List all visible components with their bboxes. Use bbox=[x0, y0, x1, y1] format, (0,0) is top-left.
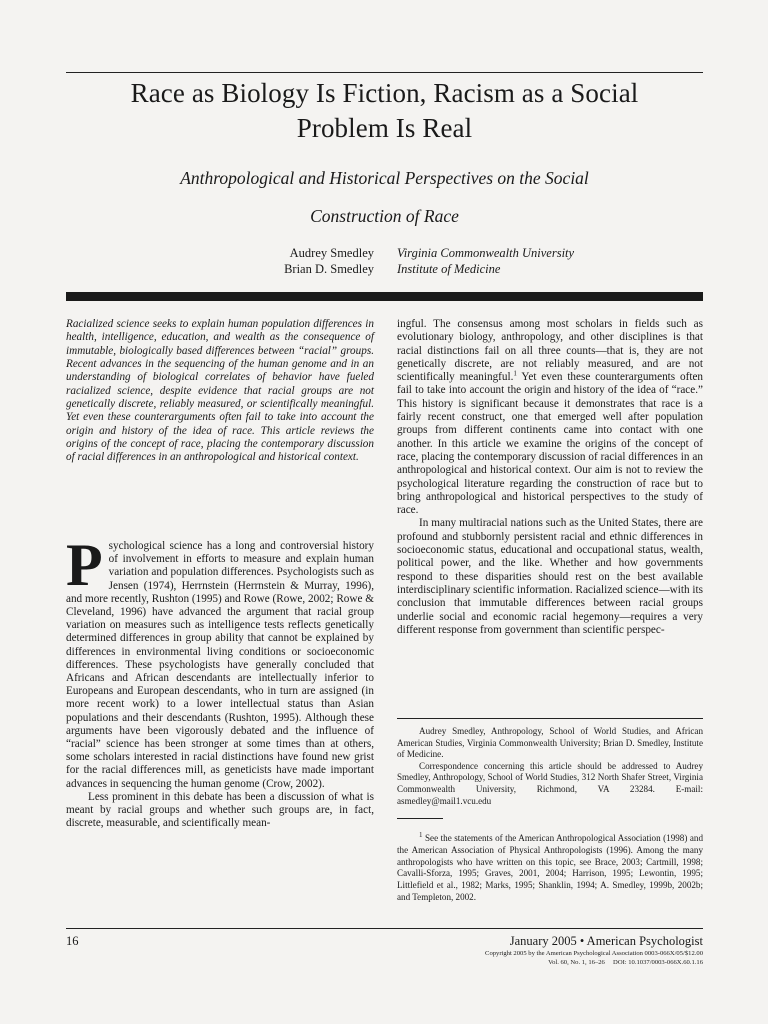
author-names bbox=[200, 246, 374, 277]
footnote-ref[interactable]: 1 bbox=[513, 369, 517, 378]
header-divider-bar bbox=[66, 292, 703, 301]
footnote-mark: 1 bbox=[419, 831, 423, 840]
footnote bbox=[397, 824, 703, 912]
body-column-left bbox=[66, 532, 374, 830]
body-paragraph: Less prominent in this debate has been a discussion of what is meant by racial groups and whether such groups are, in fact, discrete, measurable, and scientifically mean- bbox=[66, 790, 374, 830]
body-paragraph bbox=[66, 532, 374, 791]
footnote-rule bbox=[397, 818, 443, 819]
copyright-block bbox=[303, 950, 703, 967]
page-number: 16 bbox=[66, 934, 79, 948]
volume-doi-line: Vol. 60, No. 1, 16–26 DOI: 10.1037/0003-066X.60.1.16 bbox=[548, 958, 703, 966]
paragraph-text: ingful. The consensus among most scholars in fields such as evolutionary biology, anthropology, and other disciplines is that racial distinctions fail on all three counts—that is, they are not genetically discrete, are not reliably measured, and are not scientifically meaningful. bbox=[397, 318, 703, 384]
article-subtitle bbox=[66, 159, 703, 235]
author-affiliation: Virginia Commonwealth University bbox=[397, 246, 575, 260]
author-note-affiliations: Audrey Smedley, Anthropology, School of World Studies, and African American Studies, Virginia Commonwealth University; Brian D. Smedley, Institute of Medicine. bbox=[397, 726, 703, 760]
author-affiliation: Institute of Medicine bbox=[397, 261, 501, 276]
title-line-2: Problem Is Real bbox=[296, 113, 473, 143]
paragraph-text: sychological science has a long and controversial history of involvement in efforts to measure and explain human variation and population differences. Psychologists such as Jensen (1974), Herrnstein (Herrnstein & Murray, 1996), and more recently, Rushton (1995) and Rowe (Rowe, 2002; Rowe & Cleveland, 1996) have advanced the argument that racial group variation on measures such as intelligence tests reflects genetically determined differences in group ability that cannot be explained by differences in environmental living conditions or socioeconomic differences. These psychologists have generally concluded that Africans and African descendants are intellectually inferior to Europeans and European descendants, who in turn are assigned (in more recent work) to a lower intellectual status than Asian populations and their descendants (Rushton, 1995). Although these arguments have been vigorously debated and the influence of “racial” science has been stronger at some times than at others, some scholars interested in racial distinctions have found new grist for the racial differences mill, as geneticists have made important advances in sequencing the human genome (Crow, 2002). bbox=[66, 540, 374, 790]
title-line-1: Race as Biology Is Fiction, Racism as a Social bbox=[130, 78, 639, 108]
top-rule bbox=[66, 72, 703, 73]
journal-issue: January 2005 • American Psychologist bbox=[509, 934, 703, 948]
author-name: Audrey Smedley bbox=[289, 246, 374, 260]
footnote-text bbox=[397, 833, 703, 903]
footnote-body: See the statements of the American Anthropological Association (1998) and the American Association of Physical Anthropologists (1996). Among the many anthropologists who have written on this topic, see Brace, 2003; Cartmill, 1998; Cavalli-Sforza, 1995; Graves, 2001, 2004; Harrison, 1995; Lewontin, 1995; Littlefield et al., 1982; Marks, 1995; Shanklin, 1994; A. Smedley, 1999b, 2002b; and Templeton, 2002. bbox=[397, 833, 703, 902]
author-note bbox=[397, 726, 703, 807]
author-affiliations bbox=[397, 246, 697, 277]
body-paragraph bbox=[397, 318, 703, 517]
abstract: Racialized science seeks to explain human population differences in health, intelligence, education, and wealth as the consequence of immutable, biologically based differences between “racial” groups. Recent advances in the sequencing of the human genome and in an understanding of biological correlates of behavior have fueled racialized science, despite evidence that racial groups are not genetically discrete, reliably measured, or scientifically meaningful. Yet even these counterarguments often fail to take into account the origin and history of the idea of race. This article reviews the origins of the concept of race, placing the contemporary discussion of racial differences in an anthropological and historical context. bbox=[66, 318, 374, 464]
subtitle-line-1: Anthropological and Historical Perspectives on the Social bbox=[180, 168, 589, 188]
copyright-line: Copyright 2005 by the American Psychological Association 0003-066X/05/$12.00 bbox=[485, 950, 703, 957]
paragraph-text: Yet even these counterarguments often fail to take into account the origin and history of the idea of “race.” This history is significant because it demonstrates that race is a fairly recent construct, one that emerged well after population groups from different continents came into contact with one another. In this article we examine the origins of the concept of race, placing the contemporary discussion of racial differences in an anthropological and historical context. Our aim is not to review the psychological literature regarding the construction of race but to bring anthropological and historical perspectives to the study of race. bbox=[397, 371, 704, 517]
article-title bbox=[66, 76, 703, 146]
author-note-correspondence: Correspondence concerning this article should be addressed to Audrey Smedley, Anthropology, School of World Studies, 312 North Shafer Street, Virginia Commonwealth University, Richmond, VA 23284. E-mail: asmedley@mail1.vcu.edu bbox=[397, 760, 703, 806]
author-note-rule bbox=[397, 718, 703, 719]
subtitle-line-2: Construction of Race bbox=[310, 206, 459, 226]
body-column-right bbox=[397, 318, 703, 637]
body-paragraph: In many multiracial nations such as the United States, there are profound and stubbornly persistent racial and ethnic differences in socioeconomic status, educational and occupational status, wealth, political power, and the like. Whether and how governments respond to these disparities should rest on the best available interdisciplinary scientific information. Racialized science—with its conclusion that immutable differences between racial groups underlie social and economic racial hegemony—requires a very different response from government than scientific perspec- bbox=[397, 517, 703, 636]
author-name: Brian D. Smedley bbox=[284, 261, 374, 276]
footer-rule bbox=[66, 928, 703, 929]
drop-cap: P bbox=[66, 532, 103, 598]
